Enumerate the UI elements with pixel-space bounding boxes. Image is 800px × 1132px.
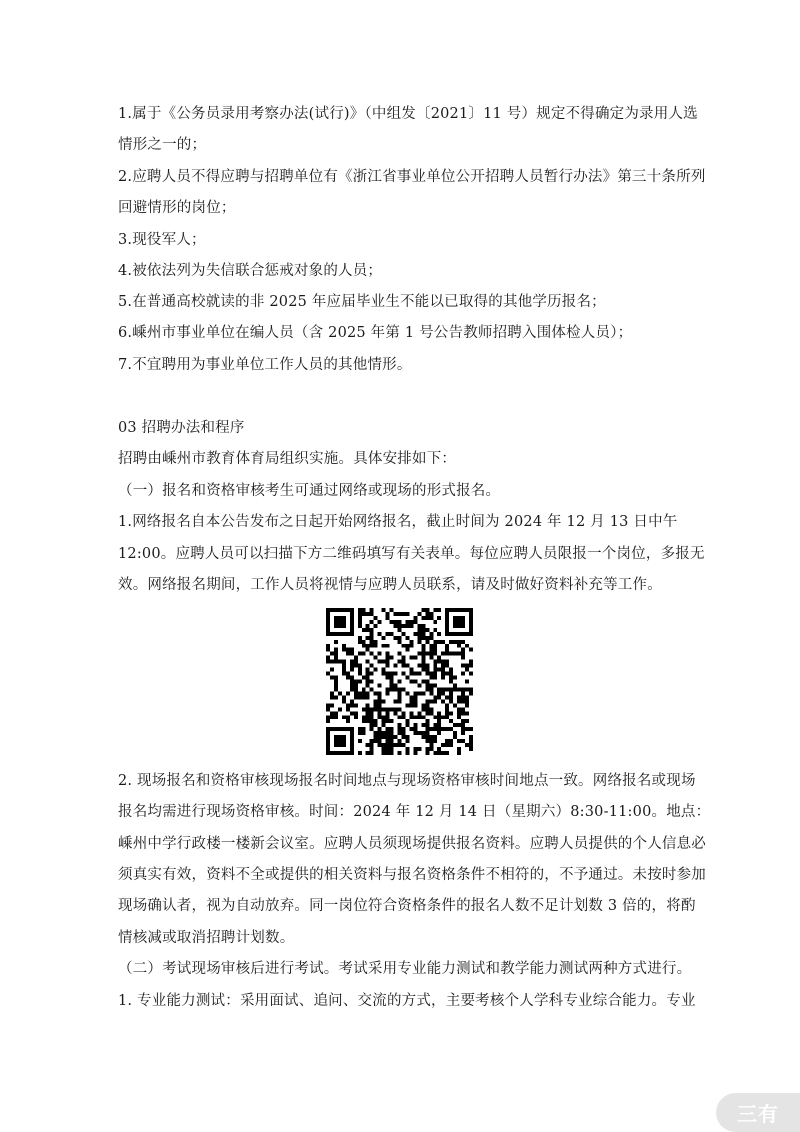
onsite-registration-line-1: 2. 现场报名和资格审核现场报名时间地点与现场资格审核时间地点一致。网络报名或现场: [118, 773, 696, 789]
eligibility-line-3: 3.现役军人；: [118, 232, 206, 248]
online-registration-line-3: 效。网络报名期间，工作人员将视情与应聘人员联系，请及时做好资料补充等工作。: [118, 577, 662, 593]
qr-code-icon[interactable]: [326, 608, 473, 755]
watermark-text: 三有: [737, 1102, 779, 1126]
section-heading: 03 招聘办法和程序: [118, 420, 245, 436]
watermark-badge: [716, 1093, 800, 1132]
onsite-registration-line-6: 情核减或取消招聘计划数。: [118, 930, 295, 946]
eligibility-line-1b: 情形之一的；: [118, 137, 207, 153]
intro-paragraph: 招聘由嵊州市教育体育局组织实施。具体安排如下：: [118, 451, 457, 467]
eligibility-line-1a: 1.属于《公务员录用考察办法(试行)》（中组发〔2021〕11 号）规定不得确定为录用人选: [118, 106, 698, 122]
eligibility-line-7: 7.不宜聘用为事业单位工作人员的其他情形。: [118, 357, 412, 373]
subsection-registration: （一）报名和资格审核考生可通过网络或现场的形式报名。: [118, 483, 501, 499]
qr-code-graphic: [326, 608, 473, 755]
eligibility-line-6: 6.嵊州市事业单位在编人员（含 2025 年第 1 号公告教师招聘入围体检人员）；: [118, 325, 633, 341]
subsection-exam: （二）考试现场审核后进行考试。考试采用专业能力测试和教学能力测试两种方式进行。: [118, 961, 692, 977]
online-registration-line-2: 12:00。应聘人员可以扫描下方二维码填写有关表单。每位应聘人员限报一个岗位，多报无: [118, 546, 705, 562]
onsite-registration-line-5: 现场确认者，视为自动放弃。同一岗位符合资格条件的报名人数不足计划数 3 倍的，将酌: [118, 898, 696, 914]
online-registration-line-1: 1.网络报名自本公告发布之日起开始网络报名，截止时间为 2024 年 12 月 13 日中午: [118, 514, 678, 530]
eligibility-line-4: 4.被依法列为失信联合惩戒对象的人员；: [118, 263, 383, 279]
exam-professional-line-1: 1. 专业能力测试：采用面试、追问、交流的方式，主要考核个人学科专业综合能力。专业: [118, 993, 696, 1009]
eligibility-line-2a: 2.应聘人员不得应聘与招聘单位有《浙江省事业单位公开招聘人员暂行办法》第三十条所列: [118, 169, 706, 185]
eligibility-line-2b: 回避情形的岗位；: [118, 200, 236, 216]
onsite-registration-line-4: 须真实有效，资料不全或提供的相关资料与报名资格条件不相符的，不予通过。未按时参加: [118, 867, 706, 883]
eligibility-line-5: 5.在普通高校就读的非 2025 年应届毕业生不能以已取得的其他学历报名；: [118, 294, 606, 310]
onsite-registration-line-2: 报名均需进行现场资格审核。时间：2024 年 12 月 14 日（星期六）8:30-11:00。地点：: [118, 804, 711, 820]
onsite-registration-line-3: 嵊州中学行政楼一楼新会议室。应聘人员须现场提供报名资料。应聘人员提供的个人信息必: [118, 836, 706, 852]
